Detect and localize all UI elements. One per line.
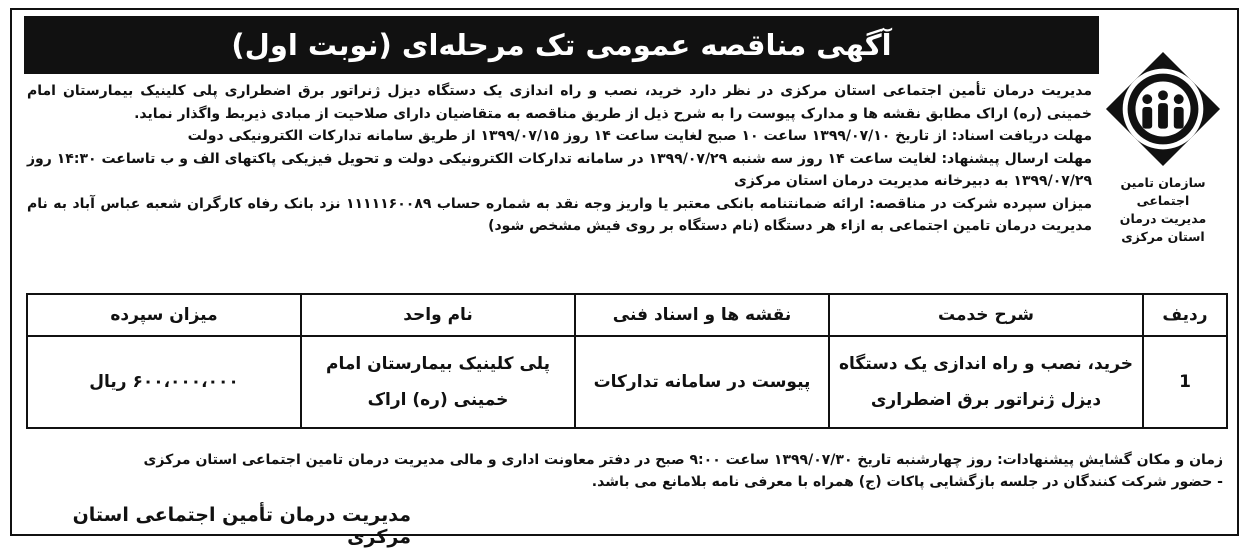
cell-unit: پلی کلینیک بیمارستان امام خمینی (ره) اراک xyxy=(301,336,575,428)
deposit-info xyxy=(27,193,1092,238)
column-header-unit: نام واحد xyxy=(301,294,575,336)
org-logo-block xyxy=(1097,50,1229,270)
opening-time-text: روز چهارشنبه تاریخ ۱۳۹۹/۰۷/۳۰ ساعت ۹:۰۰ صبح در دفتر معاونت اداری و مالی مدیریت درمان تامین اجتماعی استان مرکزی xyxy=(143,452,993,468)
cell-deposit: ۶۰۰،۰۰۰،۰۰۰ ریال xyxy=(27,336,301,428)
document-deadline-text: از تاریخ ۱۳۹۹/۰۷/۱۰ ساعت ۱۰ صبح لغایت ساعت ۱۴ روز ۱۳۹۹/۰۷/۱۵ از طریق سامانه تدارکات الکترونیکی دولت xyxy=(187,128,947,144)
table-row xyxy=(27,336,1227,428)
announcement-title xyxy=(24,16,1099,74)
attendance-note: - حضور شرکت کنندگان در جلسه بازگشایی پاکات (ج) همراه با معرفی نامه بلامانع می باشد. xyxy=(591,474,1223,490)
announcement-body xyxy=(27,80,1092,238)
intro-paragraph: مدیریت درمان تأمین اجتماعی استان مرکزی در نظر دارد خرید، نصب و راه اندازی یک دستگاه دیزل ژنراتور برق اضطراری پلی کلینیک بیمارستان امام خمینی (ره) اراک مطابق نقشه ها و مدارک پیوست را به شرح ذیل از طریق مناقصه به متقاضیان دارای صلاحیت از مبادی ذیربط واگذار نماید. xyxy=(27,83,1092,122)
org-name-line2: مدیریت درمان xyxy=(1119,211,1207,226)
tender-table xyxy=(26,293,1228,429)
opening-time xyxy=(23,449,1223,471)
cell-docs: پیوست در سامانه تدارکات xyxy=(575,336,829,428)
deposit-info-label: میزان سپرده شرکت در مناقصه: xyxy=(869,195,1092,212)
column-header-service: شرح خدمت xyxy=(829,294,1143,336)
signature: مدیریت درمان تأمین اجتماعی استان مرکزی xyxy=(72,504,411,548)
submission-deadline xyxy=(27,148,1092,193)
social-security-logo-icon xyxy=(1104,50,1222,168)
document-deadline xyxy=(27,125,1092,148)
org-name xyxy=(1097,174,1229,246)
opening-info xyxy=(23,449,1223,493)
submission-deadline-label: مهلت ارسال پیشنهاد: xyxy=(941,150,1092,167)
column-header-index: ردیف xyxy=(1143,294,1227,336)
opening-time-label: زمان و مکان گشایش پیشنهادات: xyxy=(997,452,1223,468)
org-name-line1: سازمان تامین اجتماعی xyxy=(1120,175,1206,208)
column-header-docs: نقشه ها و اسناد فنی xyxy=(575,294,829,336)
announcement-frame xyxy=(10,8,1239,548)
org-name-line3: استان مرکزی xyxy=(1121,229,1205,244)
cell-index: 1 xyxy=(1143,336,1227,428)
title-text: آگهی مناقصه عمومی تک مرحله‌ای (نوبت اول) xyxy=(231,28,892,62)
document-deadline-label: مهلت دریافت اسناد: xyxy=(951,128,1092,144)
submission-deadline-text: لغایت ساعت ۱۴ روز سه شنبه ۱۳۹۹/۰۷/۲۹ در سامانه تدارکات الکترونیکی دولت و تحویل فیزیکی پاکتهای الف و ب تاساعت ۱۴:۳۰ روز ۱۳۹۹/۰۷/۲۹ به دبیرخانه مدیریت درمان استان مرکزی xyxy=(27,150,1092,189)
column-header-deposit: میزان سپرده xyxy=(27,294,301,336)
table-header-row xyxy=(27,294,1227,336)
cell-service: خرید، نصب و راه اندازی یک دستگاه دیزل ژنراتور برق اضطراری xyxy=(829,336,1143,428)
deposit-info-text: ارائه ضمانتنامه بانکی معتبر یا واریز وجه نقد به شماره حساب ۱۱۱۱۱۶۰۰۸۹ نزد بانک رفاه کارگران شعبه عباس آباد به نام مدیریت درمان تامین اجتماعی به ازاء هر دستگاه (نام دستگاه بر روی فیش مشخص شود) xyxy=(27,195,1092,234)
